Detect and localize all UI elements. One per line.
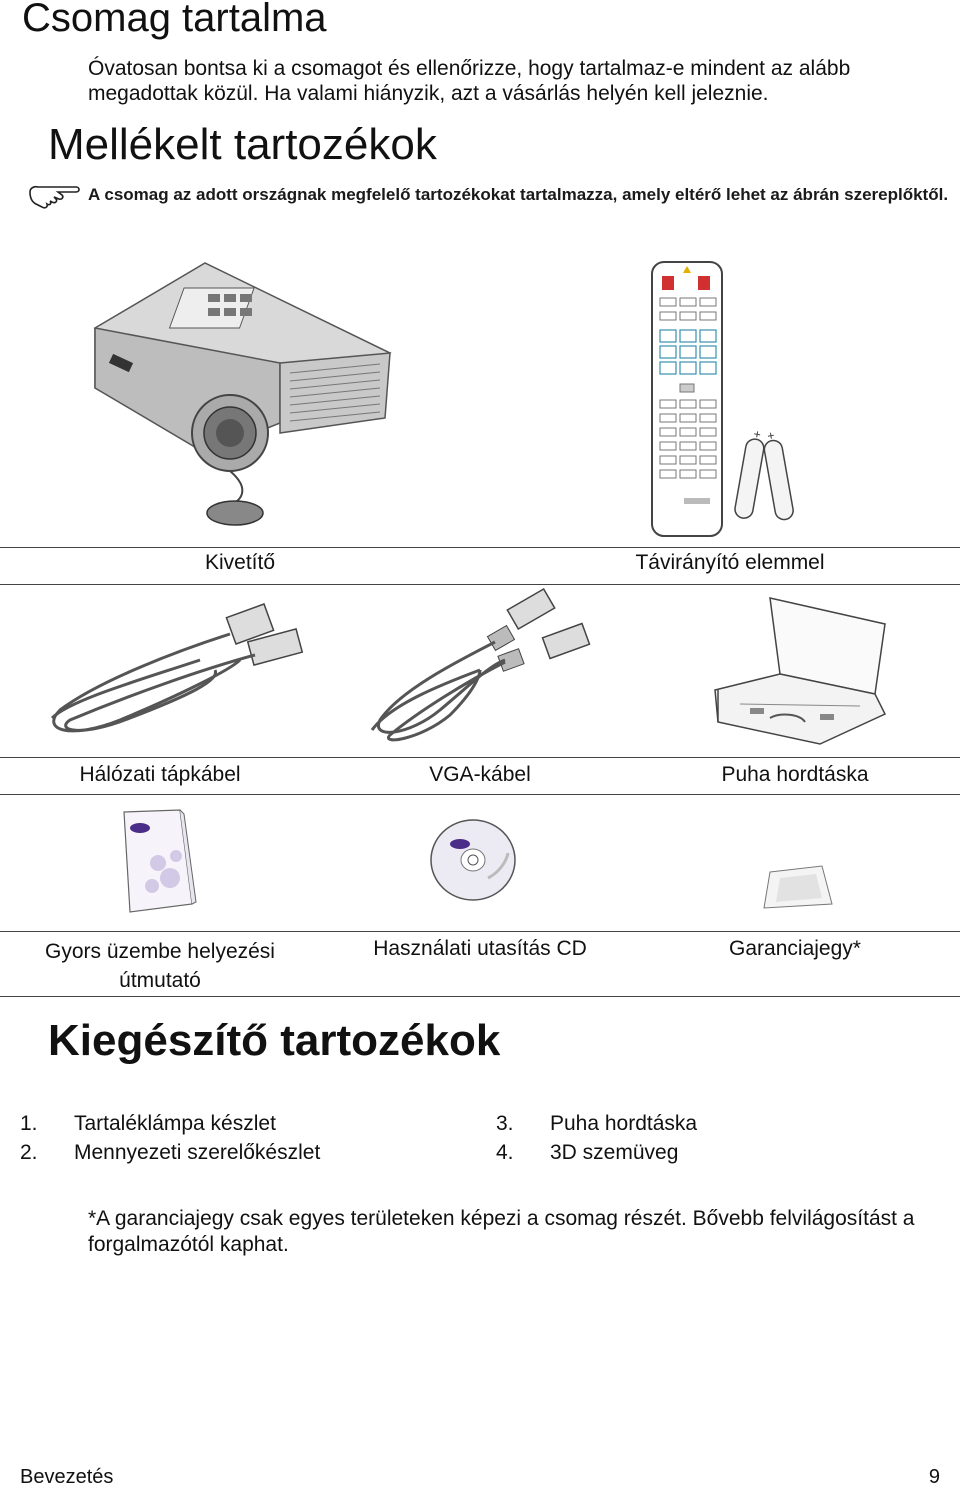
caption-quick-guide <box>20 937 300 995</box>
page-number: 9 <box>928 1466 940 1488</box>
caption-quick-guide-line2: útmutató <box>119 969 201 992</box>
optional-item-number: 3. <box>496 1112 514 1135</box>
remote-illustration <box>648 260 798 540</box>
intro-text: Óvatosan bontsa ki a csomagot és ellenőrizze, hogy tartalmaz-e mindent az alább megadottak közül. Ha valami hiányzik, azt a vásárlás helyén kell jeleznie. <box>88 57 851 105</box>
divider <box>0 996 960 997</box>
warranty-card-illustration <box>760 864 840 914</box>
caption-manual-cd: Használati utasítás CD <box>373 937 587 960</box>
optional-item-number: 4. <box>496 1141 514 1164</box>
page-title: Csomag tartalma <box>22 0 327 40</box>
optional-item <box>20 1141 320 1165</box>
quick-guide-illustration <box>118 808 198 914</box>
caption-soft-case: Puha hordtáska <box>721 763 869 786</box>
optional-item <box>496 1112 697 1136</box>
optional-item-label: Puha hordtáska <box>550 1112 698 1135</box>
projector-illustration <box>80 258 400 528</box>
optional-item-number: 2. <box>20 1141 38 1164</box>
divider <box>0 931 960 932</box>
soft-case-illustration <box>710 594 890 750</box>
optional-item <box>20 1112 276 1136</box>
hand-pointer-icon <box>28 182 84 212</box>
note-text: A csomag az adott országnak megfelelő tartozékokat tartalmazza, amely eltérő lehet az ábrán szereplőktől. <box>88 185 949 204</box>
divider <box>0 584 960 585</box>
manual-cd-illustration <box>428 818 518 902</box>
caption-power-cord: Hálózati tápkábel <box>79 763 241 786</box>
divider <box>0 794 960 795</box>
included-accessories-heading: Mellékelt tartozékok <box>48 120 437 169</box>
caption-vga-cable: VGA-kábel <box>429 763 531 786</box>
optional-accessories-heading: Kiegészítő tartozékok <box>48 1016 501 1065</box>
caption-warranty: Garanciajegy* <box>729 937 861 960</box>
caption-remote: Távirányító elemmel <box>635 551 825 574</box>
divider <box>0 757 960 758</box>
footer-section: Bevezetés <box>20 1466 114 1488</box>
caption-quick-guide-line1: Gyors üzembe helyezési <box>45 940 275 963</box>
vga-cable-illustration <box>360 590 600 750</box>
optional-item-label: Tartaléklámpa készlet <box>74 1112 276 1135</box>
optional-item-label: 3D szemüveg <box>550 1141 679 1164</box>
optional-item-number: 1. <box>20 1112 38 1135</box>
optional-item-label: Mennyezeti szerelőkészlet <box>74 1141 321 1164</box>
caption-projector: Kivetítő <box>204 551 276 574</box>
footnote: *A garanciajegy csak egyes területeken képezi a csomag részét. Bővebb felvilágosítást a forgalmazótól kaphat. <box>88 1207 915 1256</box>
optional-item <box>496 1141 678 1165</box>
power-cord-illustration <box>40 600 320 750</box>
divider <box>0 547 960 548</box>
